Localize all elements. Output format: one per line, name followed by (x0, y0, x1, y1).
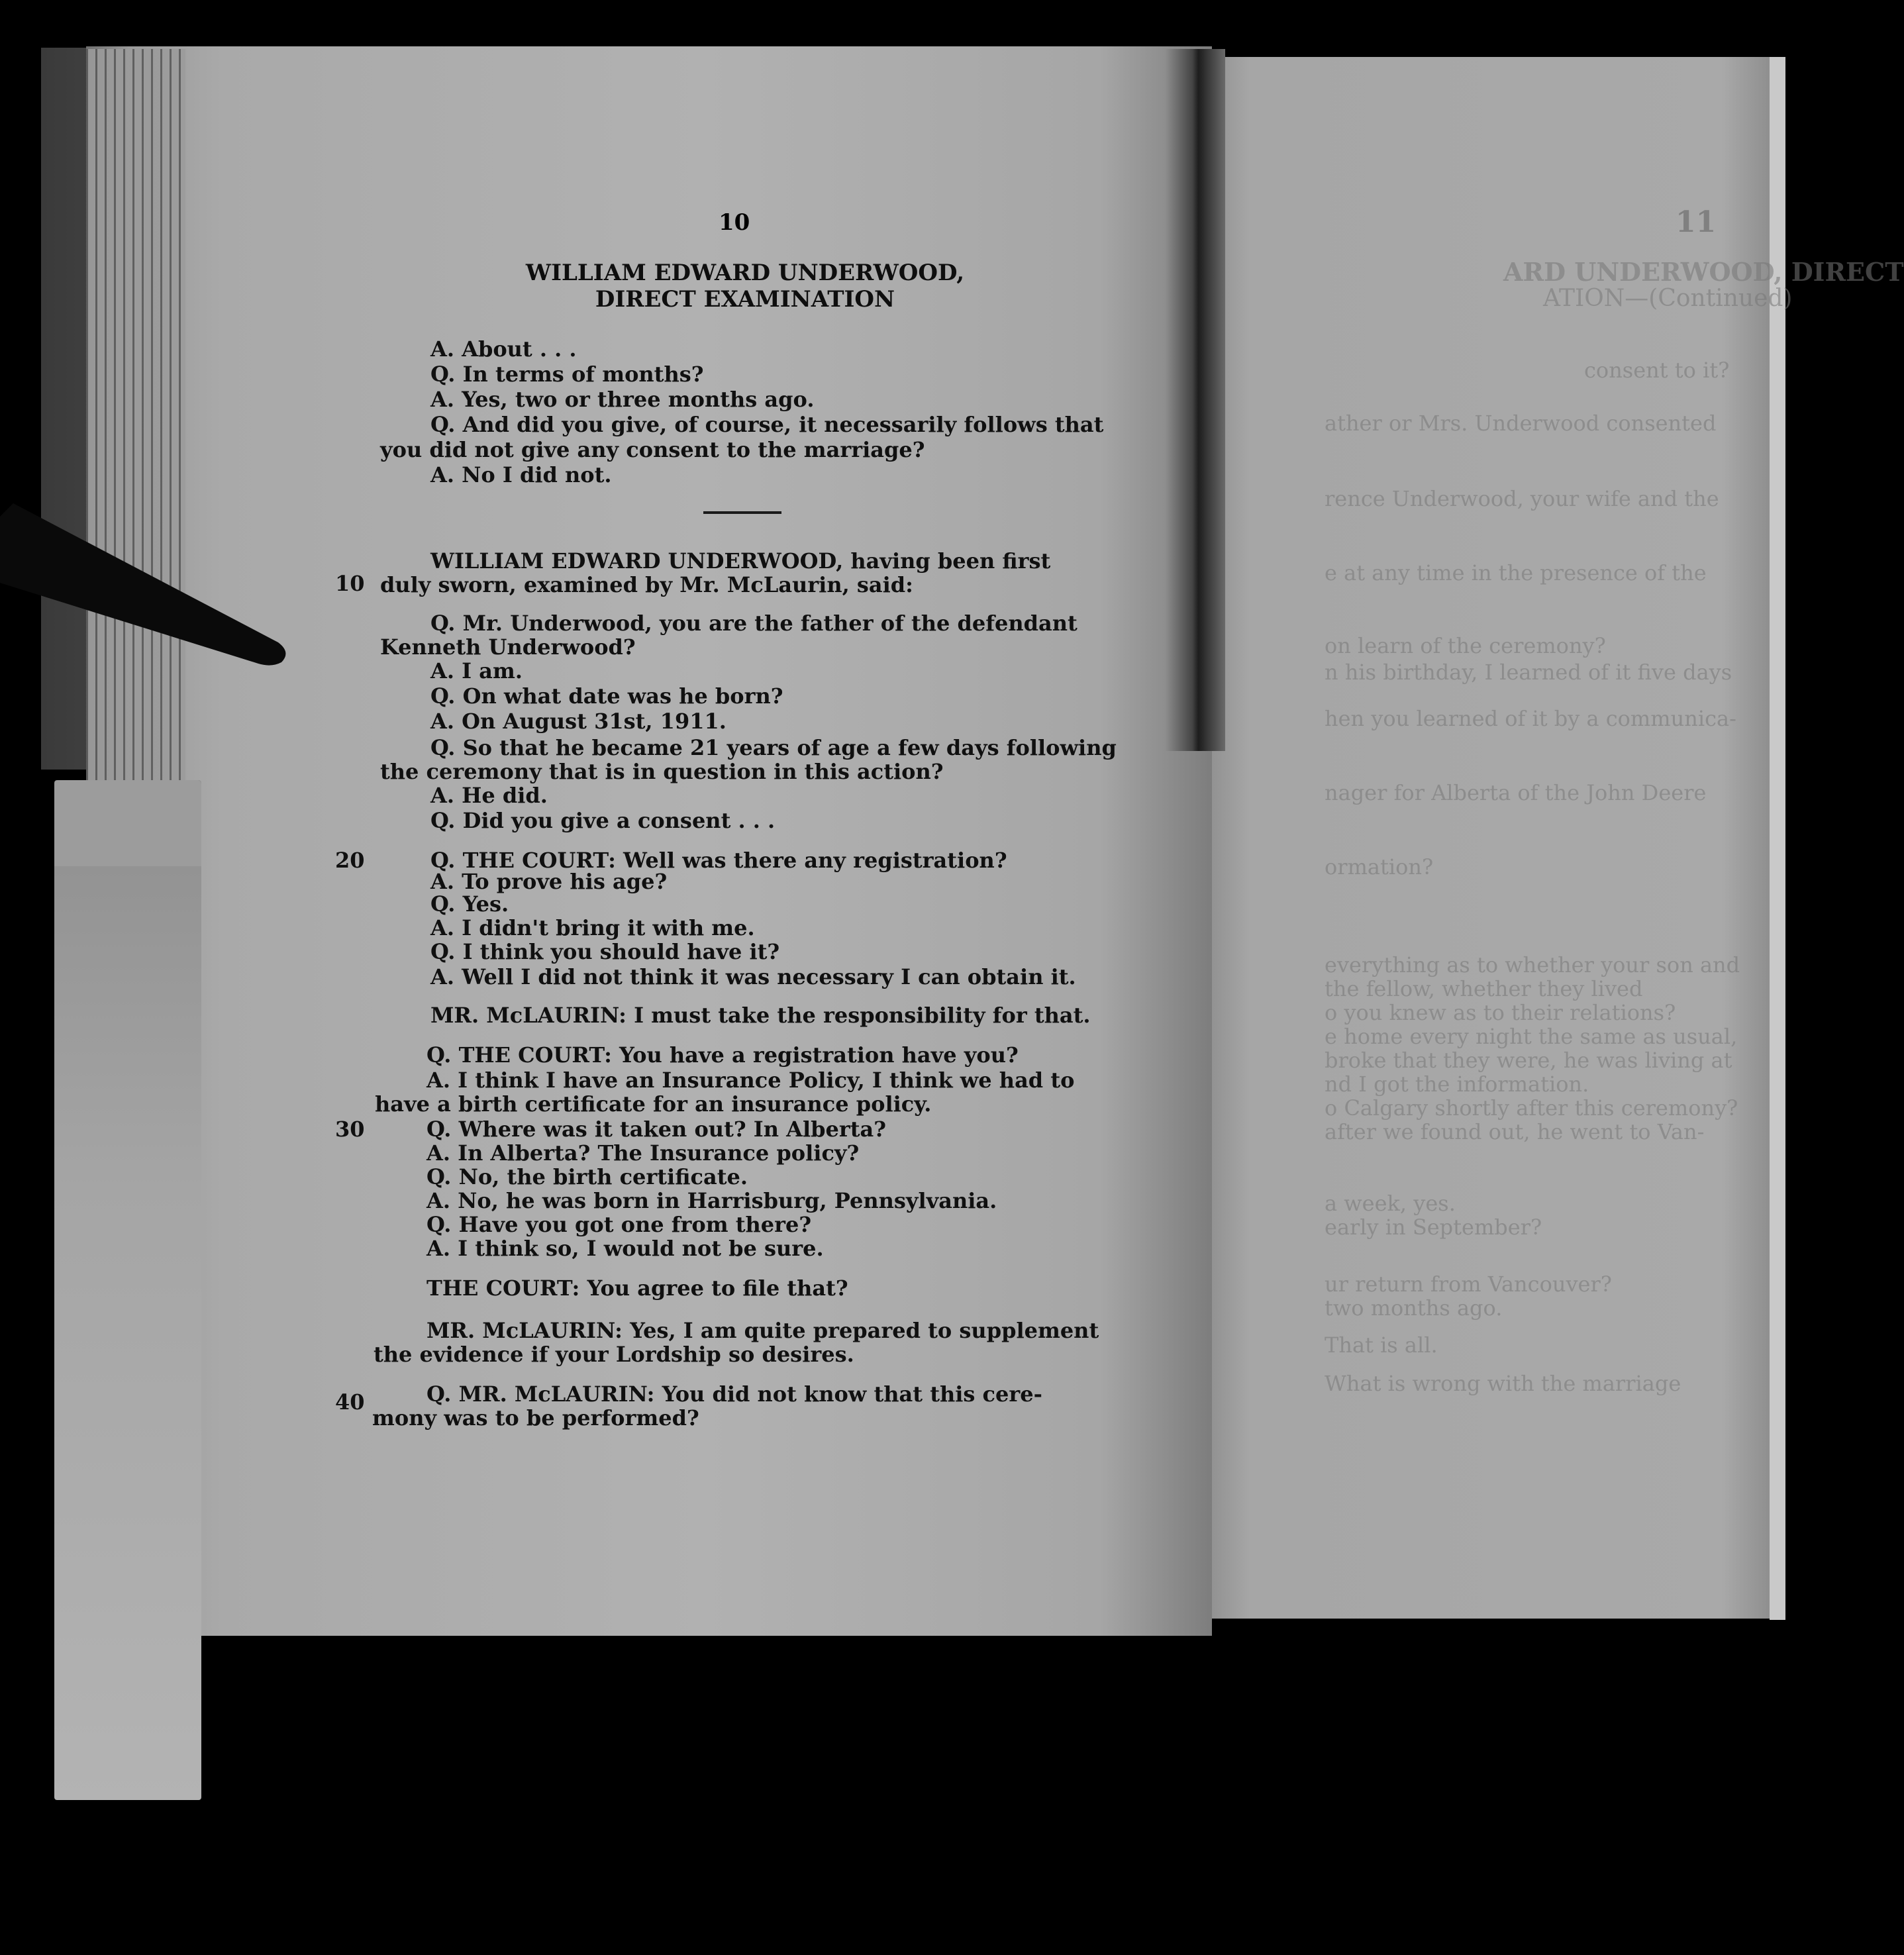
pen-pointer-shadow (0, 503, 305, 676)
transcript-line: the evidence if your Lordship so desires. (374, 1342, 854, 1367)
transcript-line: Q. THE COURT: Well was there any registration? (430, 848, 1007, 873)
transcript-line: A. No, he was born in Harrisburg, Pennsylvania. (426, 1188, 997, 1213)
right-page-line: nd I got the information. (1325, 1072, 1589, 1097)
transcript-line: Q. MR. McLAURIN: You did not know that this cere- (426, 1381, 1042, 1407)
transcript-line: Q. On what date was he born? (430, 683, 783, 709)
transcript-line: A. About . . . (430, 336, 577, 362)
transcript-line: Q. Have you got one from there? (426, 1212, 812, 1237)
transcript-line: MR. McLAURIN: Yes, I am quite prepared to supplement (426, 1318, 1099, 1343)
transcript-line: Q. Did you give a consent . . . (430, 808, 776, 833)
right-page-line: nager for Alberta of the John Deere (1325, 780, 1707, 805)
transcript-line: Q. THE COURT: You have a registration have you? (426, 1042, 1019, 1068)
right-page-number: 11 (1676, 205, 1717, 239)
right-page-line: a week, yes. (1325, 1191, 1456, 1216)
transcript-line: the ceremony that is in question in this action? (380, 759, 944, 784)
right-page-line: hen you learned of it by a communica- (1325, 706, 1736, 731)
transcript-line: A. To prove his age? (430, 869, 668, 894)
transcript-line: Q. Mr. Underwood, you are the father of the defendant (430, 611, 1077, 636)
right-page-line: e home every night the same as usual, (1325, 1024, 1738, 1049)
margin-line-number: 40 (335, 1389, 365, 1415)
transcript-line: A. He did. (430, 783, 548, 808)
page-heading-line-1: WILLIAM EDWARD UNDERWOOD, (525, 260, 965, 286)
right-page-line: ormation? (1325, 854, 1434, 879)
margin-line-number: 20 (335, 848, 365, 873)
right-page-line: n his birthday, I learned of it five days (1325, 660, 1732, 685)
transcript-line: A. I think so, I would not be sure. (426, 1236, 824, 1261)
transcript-line: A. I am. (430, 658, 523, 683)
page-heading-line-2: DIRECT EXAMINATION (595, 286, 895, 313)
page-number: 10 (719, 209, 750, 236)
transcript-line: A. Yes, two or three months ago. (430, 387, 815, 412)
right-page-line: on learn of the ceremony? (1325, 633, 1606, 658)
transcript-line: MR. McLAURIN: I must take the responsibility for that. (430, 1003, 1091, 1028)
transcript-line: Q. So that he became 21 years of age a few days following (430, 735, 1117, 760)
right-page-line: everything as to whether your son and (1325, 952, 1740, 978)
transcript-line: A. On August 31st, 1911. (430, 709, 727, 734)
margin-line-number: 10 (335, 571, 365, 596)
right-page-line: two months ago. (1325, 1295, 1503, 1321)
transcript-line: Q. In terms of months? (430, 362, 704, 387)
margin-line-number: 30 (335, 1117, 365, 1142)
transcript-line: mony was to be performed? (372, 1405, 699, 1430)
transcript-line: duly sworn, examined by Mr. McLaurin, said: (380, 572, 913, 597)
right-page-line: early in September? (1325, 1215, 1542, 1240)
transcript-line: A. I didn't bring it with me. (430, 915, 755, 940)
right-page-line: the fellow, whether they lived (1325, 976, 1643, 1001)
transcript-line: Q. No, the birth certificate. (426, 1164, 748, 1189)
transcript-line: Q. I think you should have it? (430, 939, 780, 964)
right-page-line: e at any time in the presence of the (1325, 560, 1707, 585)
transcript-line: have a birth certificate for an insurance policy. (375, 1091, 932, 1117)
transcript-line: Q. Where was it taken out? In Alberta? (426, 1117, 886, 1142)
right-page-line: after we found out, he went to Van- (1325, 1119, 1705, 1144)
transcript-line: WILLIAM EDWARD UNDERWOOD, having been first (430, 548, 1051, 574)
right-page-line: ather or Mrs. Underwood consented (1325, 411, 1717, 436)
right-page-line: o Calgary shortly after this ceremony? (1325, 1095, 1738, 1121)
transcript-line: THE COURT: You agree to file that? (426, 1276, 848, 1301)
right-page-heading-1: ARD UNDERWOOD, DIRECT (1503, 257, 1904, 287)
transcript-line: you did not give any consent to the marriage? (380, 437, 925, 462)
right-page-line: broke that they were, he was living at (1325, 1048, 1732, 1073)
right-page-line: That is all. (1325, 1332, 1438, 1358)
transcript-line: A. Well I did not think it was necessary I can obtain it. (430, 964, 1076, 989)
transcript-line: A. No I did not. (430, 462, 612, 487)
transcript-line: A. I think I have an Insurance Policy, I think we had to (426, 1068, 1075, 1093)
right-page-heading-2: ATION—(Continued) (1543, 285, 1793, 312)
section-divider (703, 511, 781, 514)
right-page-line: rence Underwood, your wife and the (1325, 486, 1719, 511)
film-tab-top (54, 780, 201, 866)
right-page-line: consent to it? (1584, 358, 1730, 383)
transcript-line: Kenneth Underwood? (380, 634, 636, 660)
right-page-line: o you knew as to their relations? (1325, 1000, 1676, 1025)
transcript-line: A. In Alberta? The Insurance policy? (426, 1140, 860, 1166)
film-tab (54, 780, 201, 1800)
transcript-line: Q. And did you give, of course, it necessarily follows that (430, 412, 1104, 437)
right-page-line: ur return from Vancouver? (1325, 1272, 1612, 1297)
transcript-line: Q. Yes. (430, 891, 509, 917)
right-page-line: What is wrong with the marriage (1325, 1371, 1681, 1396)
